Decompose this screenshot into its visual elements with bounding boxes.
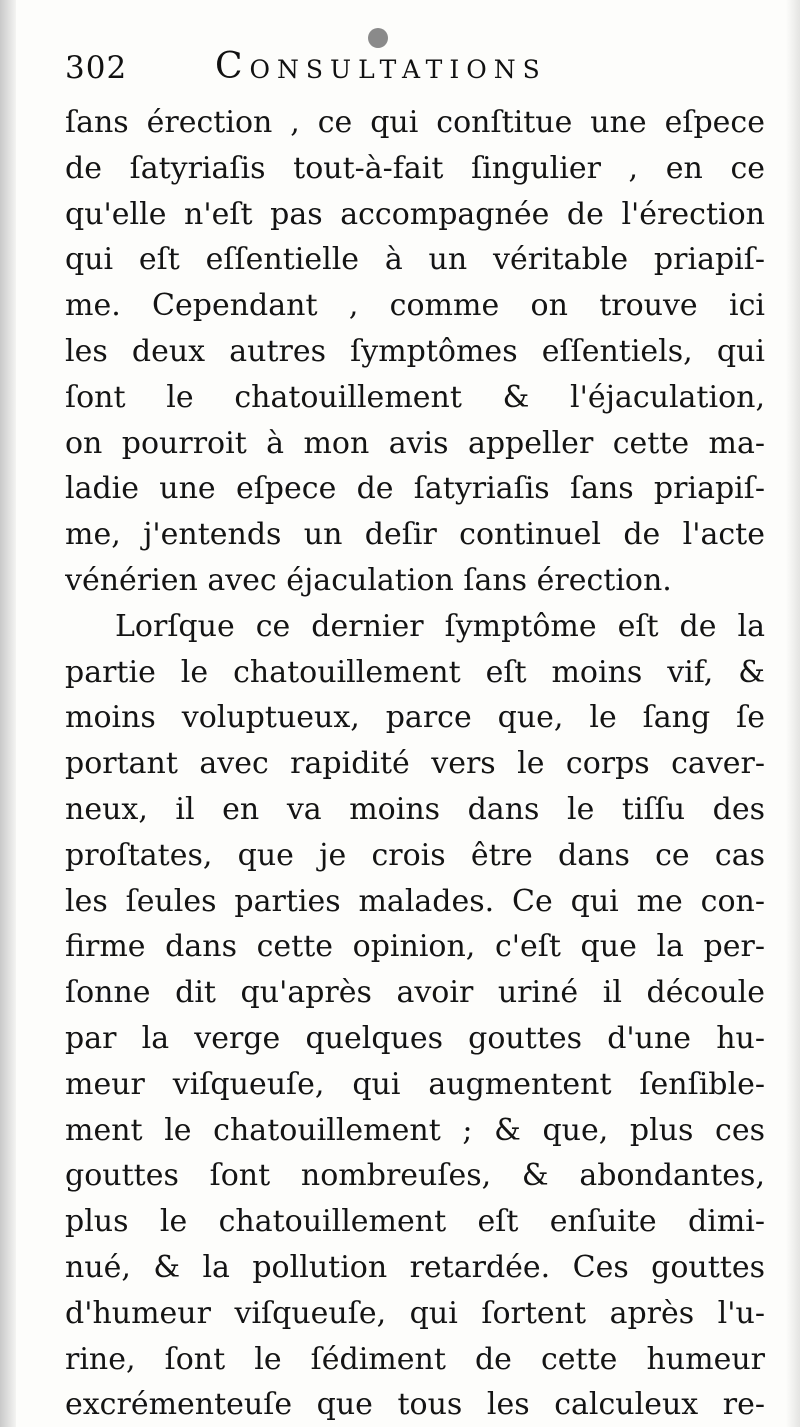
- text-line: proſtates, que je crois être dans ce cas: [65, 837, 765, 873]
- text-line: on pourroit à mon avis appeller cette ma-: [65, 425, 765, 461]
- text-line: excrémenteuſe que tous les calculeux re-: [65, 1387, 765, 1423]
- gutter-shadow: [0, 0, 16, 1427]
- paragraph-start-line: Lorſque ce dernier ſymptôme eſt de la: [115, 608, 765, 644]
- text-line: nué, & la pollution retardée. Ces gouttes: [65, 1249, 765, 1285]
- text-line: meur viſqueuſe, qui augmentent ſenſible-: [65, 1066, 765, 1102]
- text-line: portant avec rapidité vers le corps caver-: [65, 746, 765, 782]
- text-line: les ſeules parties malades. Ce qui me con-: [65, 883, 765, 919]
- body-text: [65, 100, 765, 1427]
- page-number: 302: [65, 50, 128, 86]
- text-line: moins voluptueux, parce que, le ſang ſe: [65, 700, 765, 736]
- text-line: les deux autres ſymptômes eſſentiels, qui: [65, 333, 765, 369]
- text-line: rine, ſont le ſédiment de cette humeur: [65, 1341, 765, 1377]
- text-line: plus le chatouillement eſt enſuite dimi-: [65, 1204, 765, 1240]
- text-line: ſonne dit qu'après avoir uriné il découle: [65, 975, 765, 1011]
- text-line: partie le chatouillement eſt moins vif, &: [65, 654, 765, 690]
- paragraph-end-line: vénérien avec éjaculation ſans érection.: [65, 562, 672, 598]
- page-header: [65, 42, 755, 94]
- text-line: firme dans cette opinion, c'eſt que la per-: [65, 929, 765, 965]
- text-line: ladie une eſpece de ſatyriaſis ſans priapiſ-: [65, 471, 765, 507]
- text-line: qui eſt eſſentielle à un véritable priapiſ-: [65, 242, 765, 278]
- text-line: qu'elle n'eſt pas accompagnée de l'érection: [65, 196, 765, 232]
- text-line: ment le chatouillement ; & que, plus ces: [65, 1112, 765, 1148]
- text-line: d'humeur viſqueuſe, qui ſortent après l'u-: [65, 1295, 765, 1331]
- text-line: me. Cependant , comme on trouve ici: [65, 288, 765, 324]
- text-line: me, j'entends un deſir continuel de l'acte: [65, 517, 765, 553]
- text-line: ſont le chatouillement & l'éjaculation,: [65, 379, 765, 415]
- text-line: par la verge quelques gouttes d'une hu-: [65, 1020, 765, 1056]
- running-title: Consultations: [215, 46, 547, 87]
- text-line: gouttes ſont nombreuſes, & abondantes,: [65, 1158, 765, 1194]
- page-edge: [786, 0, 800, 1427]
- text-line: ſans érection , ce qui conſtitue une eſpece: [65, 105, 765, 140]
- text-line: de ſatyriaſis tout-à-fait ſingulier , en ce: [65, 150, 765, 186]
- text-line: neux, il en va moins dans le tiſſu des: [65, 791, 765, 827]
